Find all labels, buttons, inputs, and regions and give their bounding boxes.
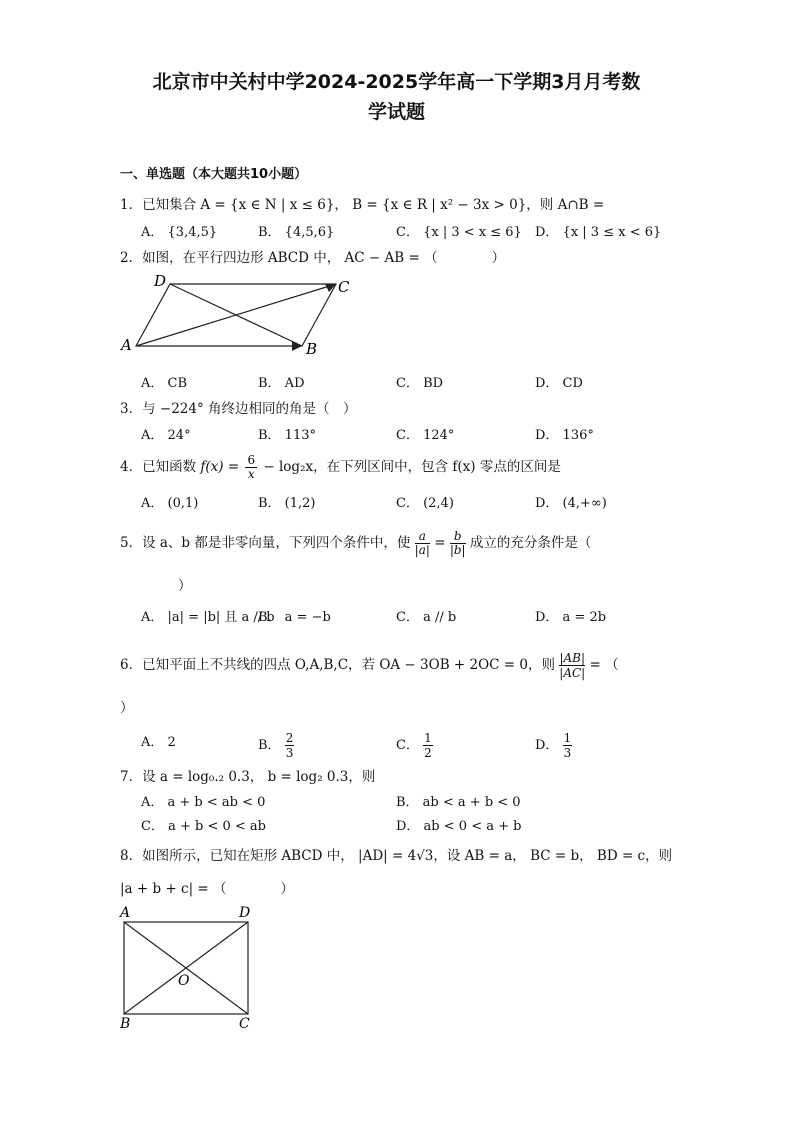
q6-option-b xyxy=(258,731,294,760)
label-D: D xyxy=(154,272,167,290)
q5-option-c: C． a // b xyxy=(396,610,457,625)
page-title-line1: 北京市中关村中学2024-2025学年高一下学期3月月考数 xyxy=(152,71,641,93)
q7-option-c: C． a + b < 0 < ab xyxy=(141,819,266,834)
q6-option-d xyxy=(535,731,572,760)
q6-option-a: A． 2 xyxy=(141,735,176,750)
q3-option-a: A． 24° xyxy=(141,428,191,443)
q5-frac-b-den: |b| xyxy=(449,543,466,557)
q7-option-b: B． ab < a + b < 0 xyxy=(396,795,521,810)
question-6-stem xyxy=(120,651,619,680)
q2-option-a: A． CB xyxy=(141,376,188,391)
q3-option-d: D． 136° xyxy=(535,428,594,443)
q4-option-a: A． (0,1) xyxy=(141,496,199,511)
rectangle-figure xyxy=(114,903,264,1033)
q1-option-a: A． {3,4,5} xyxy=(141,225,218,240)
q4-fraction-num: 6 xyxy=(247,453,256,467)
q6-d-num: 1 xyxy=(563,731,572,745)
q6-frac-den: |AC| xyxy=(559,666,586,680)
q2-option-c: C． BD xyxy=(396,376,444,391)
q5-fraction-b xyxy=(450,530,466,557)
parallelogram-figure xyxy=(118,270,358,360)
label-C: C xyxy=(239,1016,250,1032)
q5-frac-b-num: b xyxy=(450,530,466,544)
q4-fx: f(x) = xyxy=(200,459,240,475)
q5-option-a: A． |a| = |b| 且 a // b xyxy=(141,610,275,625)
q5-fraction-a xyxy=(415,530,430,557)
q1-option-c: C． {x | 3 < x ≤ 6} xyxy=(396,225,522,240)
q5-equals: = xyxy=(434,535,446,551)
q3-option-b: B． 113° xyxy=(258,428,316,443)
q7-option-d: D． ab < 0 < a + b xyxy=(396,819,522,834)
q6-frac-num: |AB| xyxy=(559,651,586,665)
label-O: O xyxy=(178,973,190,989)
q6-option-d-frac xyxy=(563,731,573,760)
question-7-stem: 7．设 a = log₀.₂ 0.3， b = log₂ 0.3，则 xyxy=(120,769,376,785)
q5-frac-a-num: a xyxy=(415,530,430,544)
q4-option-b: B． (1,2) xyxy=(258,496,316,511)
q6-option-d-label: D． xyxy=(535,738,559,753)
q3-option-c: C． 124° xyxy=(396,428,455,443)
label-B: B xyxy=(120,1016,131,1032)
q7-option-a: A． a + b < ab < 0 xyxy=(141,795,266,810)
q4-option-d: D． (4,+∞) xyxy=(535,496,607,511)
q4-fraction xyxy=(245,454,257,481)
q6-stem-start: 6．已知平面上不共线的四点 O,A,B,C，若 OA − 3OB + 2OC = 0，则 xyxy=(120,657,555,673)
q2-option-b: B． AD xyxy=(258,376,305,391)
q6-option-b-label: B． xyxy=(258,738,281,753)
q5-stem-tail: 成立的充分条件是（ xyxy=(469,535,592,551)
q2-option-d: D． CD xyxy=(535,376,583,391)
question-4-stem xyxy=(120,454,561,481)
q1-option-d: D． {x | 3 ≤ x < 6} xyxy=(535,225,662,240)
q8-stem-line2: |a + b + c| = （ ） xyxy=(120,881,295,897)
q5-option-d: D． a = 2b xyxy=(535,610,607,625)
q6-stem-line2: ） xyxy=(120,700,134,716)
q6-option-b-frac xyxy=(285,731,295,760)
q6-c-den: 2 xyxy=(424,746,432,760)
q6-option-c-frac xyxy=(423,731,433,760)
q5-stem-line2: ） xyxy=(178,578,192,594)
label-D: D xyxy=(239,905,251,921)
question-1-stem: 1．已知集合 A = {x ∈ N | x ≤ 6}， B = {x ∈ R | x² − 3x > 0}，则 A∩B = xyxy=(120,197,605,213)
q6-b-den: 3 xyxy=(285,746,294,760)
q1-option-b: B． {4,5,6} xyxy=(258,225,335,240)
label-B: B xyxy=(306,340,318,358)
page-title-line2: 学试题 xyxy=(367,101,425,123)
q6-stem-tail: = （ xyxy=(589,657,619,673)
q4-stem-end: − log₂x，在下列区间中，包含 f(x) 零点的区间是 xyxy=(263,459,561,475)
q5-option-b: B． a = −b xyxy=(258,610,331,625)
label-A: A xyxy=(120,905,131,921)
q6-b-num: 2 xyxy=(285,731,294,745)
question-5-stem xyxy=(120,530,591,557)
q6-option-c xyxy=(396,731,433,760)
q5-stem-start: 5．设 a、b 都是非零向量，下列四个条件中，使 xyxy=(120,535,411,551)
label-A: A xyxy=(121,336,132,354)
q5-frac-a-den: |a| xyxy=(414,543,430,557)
section-header: 一、单选题（本大题共10小题） xyxy=(120,167,308,182)
q6-d-den: 3 xyxy=(563,746,572,760)
q6-c-num: 1 xyxy=(424,731,432,745)
question-3-stem: 3．与 −224° 角终边相同的角是（ ） xyxy=(120,401,357,417)
q4-option-c: C． (2,4) xyxy=(396,496,454,511)
question-8-stem: 8．如图所示，已知在矩形 ABCD 中， |AD| = 4√3，设 AB = a， BC = b， BD = c，则 xyxy=(120,848,673,864)
q4-fraction-den: x xyxy=(247,467,255,481)
q4-stem-start: 4．已知函数 xyxy=(120,459,197,475)
q6-fraction xyxy=(559,651,585,680)
q6-option-c-label: C． xyxy=(396,738,419,753)
label-C: C xyxy=(338,278,350,296)
question-2-stem: 2．如图，在平行四边形 ABCD 中， AC − AB = （ ） xyxy=(120,250,506,266)
